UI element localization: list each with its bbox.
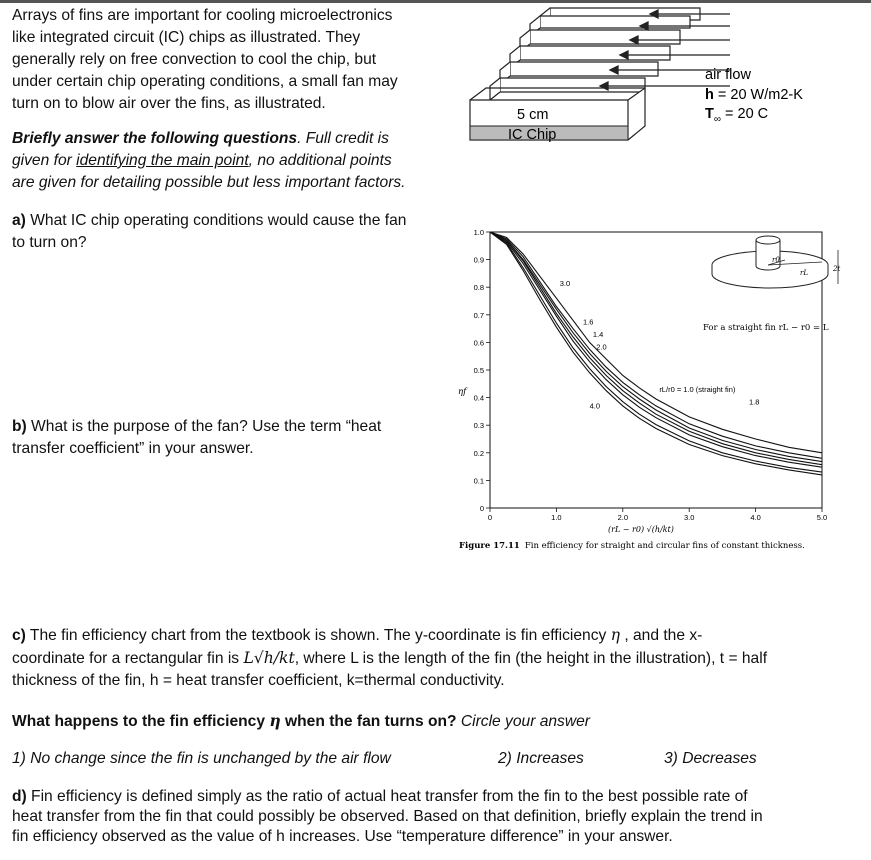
question-text: , where L is the length of the fin (the height in the illustration), t = half bbox=[294, 650, 768, 667]
instructions-text: . Full credit is bbox=[297, 130, 389, 147]
series-label: 1.6 bbox=[582, 317, 594, 327]
y-axis-label: ηf bbox=[458, 387, 467, 397]
y-tick-label: 0.1 bbox=[473, 476, 484, 486]
question-text: What IC chip operating conditions would cause the fan bbox=[25, 212, 407, 229]
question-label: a) bbox=[12, 212, 26, 229]
width-label: 5 cm bbox=[517, 107, 549, 123]
y-tick-label: 0.4 bbox=[473, 393, 484, 403]
intro-line: Arrays of fins are important for cooling microelectronics bbox=[12, 7, 393, 24]
x-tick-label: 5.0 bbox=[816, 513, 828, 522]
option-1[interactable]: 1) No change since the fin is unchanged by the air flow bbox=[12, 750, 391, 767]
x-tick-label: 2.0 bbox=[617, 513, 629, 522]
fin-tube-top bbox=[756, 236, 780, 244]
instructions bbox=[12, 128, 452, 194]
question-c bbox=[12, 624, 867, 692]
fin bbox=[530, 30, 680, 44]
y-tick-label: 0.9 bbox=[473, 255, 484, 265]
option-2[interactable]: 2) Increases bbox=[498, 750, 584, 767]
eta-symbol: η bbox=[610, 626, 620, 644]
x-tick-label: 1.0 bbox=[551, 513, 562, 522]
question-text: The fin efficiency chart from the textbook is shown. The y-coordinate is fin efficiency bbox=[25, 627, 611, 644]
x-tick-label: 4.0 bbox=[750, 513, 761, 522]
question-text: What is the purpose of the fan? Use the term “heat bbox=[26, 418, 382, 435]
rL-label: rL bbox=[800, 269, 808, 277]
t-value: $T_\infty = 20$ C bbox=[705, 106, 769, 125]
question-text: Fin efficiency is defined simply as the ratio of actual heat transfer from the fin to the best possible rate of bbox=[26, 788, 748, 805]
series-label: 1.8 bbox=[748, 397, 760, 407]
inset-label: For a straight fin rL − r0 = L bbox=[703, 323, 829, 333]
y-tick-label: 0.8 bbox=[473, 283, 484, 293]
y-tick-label: 0.6 bbox=[473, 338, 484, 348]
chart-labels bbox=[560, 279, 760, 411]
question-label: c) bbox=[12, 627, 26, 644]
question-label: d) bbox=[12, 788, 27, 805]
figure-caption: Figure 17.11 Fin efficiency for straight and circular fins of constant thickness. bbox=[459, 541, 805, 551]
instructions-text: given for bbox=[12, 152, 77, 169]
instructions-bold: Briefly answer the following questions bbox=[12, 130, 298, 147]
x-axis-label: (rL − r0) √(h/kt) bbox=[608, 525, 674, 534]
intro-line: generally rely on free convection to cool the chip, but bbox=[12, 51, 377, 68]
y-tick-label: 1.0 bbox=[473, 228, 484, 237]
question-text: , and the x- bbox=[619, 627, 703, 644]
question-text: heat transfer from the fin that could possibly be observed. Based on that definition, briefly explain the trend in bbox=[12, 808, 763, 825]
question-b bbox=[12, 416, 452, 460]
series-label: 1.4 bbox=[592, 329, 604, 339]
r0-label: r0 bbox=[772, 256, 780, 264]
instructions-underlined: identifying the main point bbox=[76, 152, 249, 169]
fin bbox=[520, 46, 670, 60]
question-label: b) bbox=[12, 418, 27, 435]
series-label: 2.0 bbox=[596, 342, 607, 352]
intro-line: under certain chip operating conditions, a small fan may bbox=[12, 73, 398, 90]
intro-line: like integrated circuit (IC) chips as illustrated. They bbox=[12, 29, 361, 46]
fin-array-illustration bbox=[440, 0, 871, 150]
prompt-bold: What happens to the fin efficiency bbox=[12, 713, 270, 730]
question-text: thickness of the fin, h = heat transfer coefficient, k=thermal conductivity. bbox=[12, 672, 505, 689]
fin-side bbox=[490, 78, 500, 100]
option-3[interactable]: 3) Decreases bbox=[664, 750, 757, 767]
fin bbox=[510, 62, 658, 76]
fin-efficiency-chart bbox=[440, 222, 871, 557]
fin bbox=[500, 78, 645, 92]
intro-paragraph bbox=[12, 5, 442, 115]
question-d bbox=[12, 787, 871, 847]
question-text: transfer coefficient” in your answer. bbox=[12, 440, 254, 457]
series-label: rL/r0 = 1.0 (straight fin) bbox=[659, 385, 736, 395]
airflow-label: air flow bbox=[705, 67, 751, 83]
question-c-prompt bbox=[12, 710, 867, 733]
question-text: to turn on? bbox=[12, 234, 87, 251]
h-value: h = 20 W/m2-K bbox=[705, 87, 803, 103]
intro-line: turn on to blow air over the fins, as illustrated. bbox=[12, 95, 326, 112]
chip-label: IC Chip bbox=[508, 127, 557, 143]
circular-fin-sketch bbox=[703, 236, 840, 333]
instructions-text: are given for detailing possible but less important factors. bbox=[12, 174, 406, 191]
question-text: coordinate for a rectangular fin is bbox=[12, 650, 244, 667]
y-tick-label: 0.3 bbox=[473, 421, 484, 431]
series-label: 3.0 bbox=[559, 278, 571, 288]
y-tick-label: 0.7 bbox=[473, 310, 484, 320]
question-text: fin efficiency observed as the value of h increases. Use “temperature difference” in your answer. bbox=[12, 828, 673, 845]
y-tick-label: 0 bbox=[479, 504, 484, 513]
y-tick-label: 0.2 bbox=[473, 448, 484, 458]
x-tick-label: 0 bbox=[487, 513, 493, 522]
series-label: 4.0 bbox=[589, 401, 601, 411]
y-tick-label: 0.5 bbox=[473, 366, 484, 375]
twot-label: 2t bbox=[833, 265, 841, 273]
prompt-bold: when the fan turns on? bbox=[280, 713, 457, 730]
x-tick-label: 3.0 bbox=[683, 513, 695, 522]
instructions-text: , no additional points bbox=[248, 152, 392, 169]
question-a bbox=[12, 210, 452, 254]
prompt-italic: Circle your answer bbox=[456, 713, 590, 730]
formula: L√h/kt bbox=[243, 649, 295, 667]
eta-symbol: η bbox=[269, 711, 281, 730]
